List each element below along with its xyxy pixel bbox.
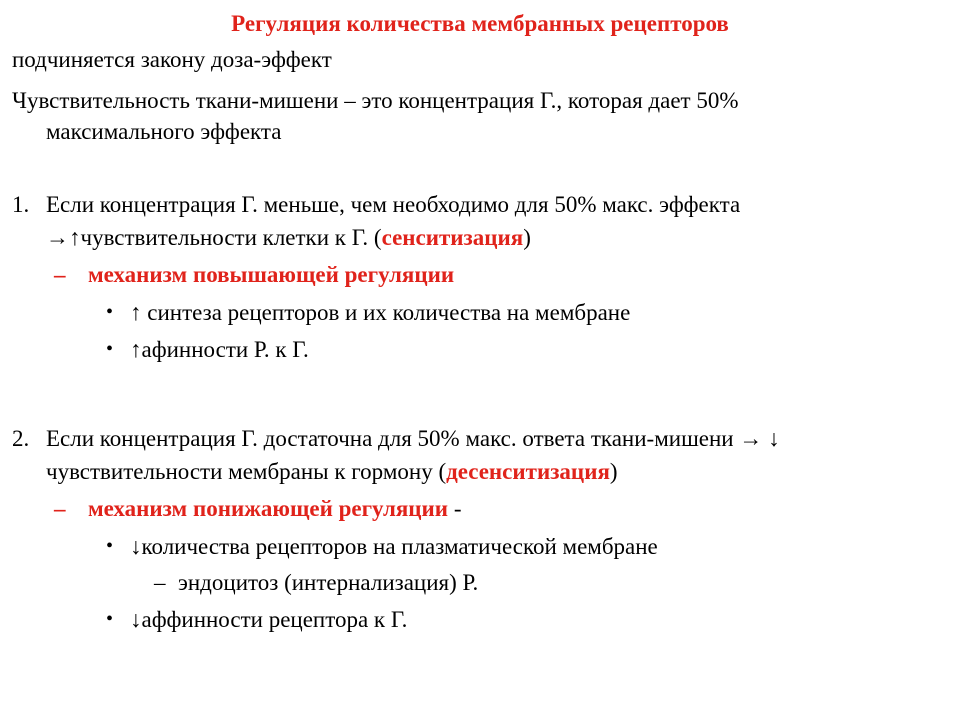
item-2-bullet-2: ↓аффинности рецептора к Г. [130, 607, 408, 632]
item-2-bullet-1: ↓количества рецепторов на плазматической мембране [130, 534, 658, 559]
item-1-bullet-2: ↑афинности Р. к Г. [130, 337, 309, 362]
bullet-icon: • [106, 301, 114, 323]
upregulation-mechanism: механизм повышающей регуляции [88, 262, 455, 287]
intro-line-2: Чувствительность ткани-мишени – это концентрация Г., которая дает 50% [12, 88, 739, 113]
item-1-bullet-1: ↑ синтеза рецепторов и их количества на мембране [130, 300, 631, 325]
bullet-icon: • [106, 338, 114, 360]
item-1-dash: – [54, 262, 66, 287]
downregulation-line [88, 493, 461, 524]
downregulation-mechanism: механизм понижающей регуляции [88, 496, 449, 521]
bullet-icon: • [106, 608, 114, 630]
item-1-number: 1. [12, 192, 30, 217]
item-2-line-2-close: ) [609, 459, 618, 484]
item-1-line-1: Если концентрация Г. меньше, чем необходимо для 50% макс. эффекта [46, 192, 741, 217]
item-2-line-2 [46, 456, 618, 487]
intro-line-3: максимального эффекта [46, 119, 282, 144]
bullet-icon: • [106, 535, 114, 557]
intro-line-1: подчиняется закону доза-эффект [12, 47, 332, 72]
item-1-line-2 [46, 222, 531, 253]
downregulation-suffix: - [448, 496, 462, 521]
slide-title: Регуляция количества мембранных рецепторов [231, 11, 729, 36]
item-1-line-2-text: →↑чувствительности клетки к Г. ( [46, 225, 382, 250]
item-2-sub-dash: – [154, 570, 166, 595]
item-2-sub-item: эндоцитоз (интернализация) Р. [178, 570, 479, 595]
sensitization-term: сенситизация [381, 225, 524, 250]
desensitization-term: десенситизация [446, 459, 610, 484]
item-2-line-2-text: чувствительности мембраны к гормону ( [46, 459, 447, 484]
item-1-line-2-close: ) [523, 225, 531, 250]
item-2-dash: – [54, 496, 66, 521]
item-2-number: 2. [12, 426, 30, 451]
item-2-line-1: Если концентрация Г. достаточна для 50% макс. ответа ткани-мишени → ↓ [46, 426, 780, 451]
